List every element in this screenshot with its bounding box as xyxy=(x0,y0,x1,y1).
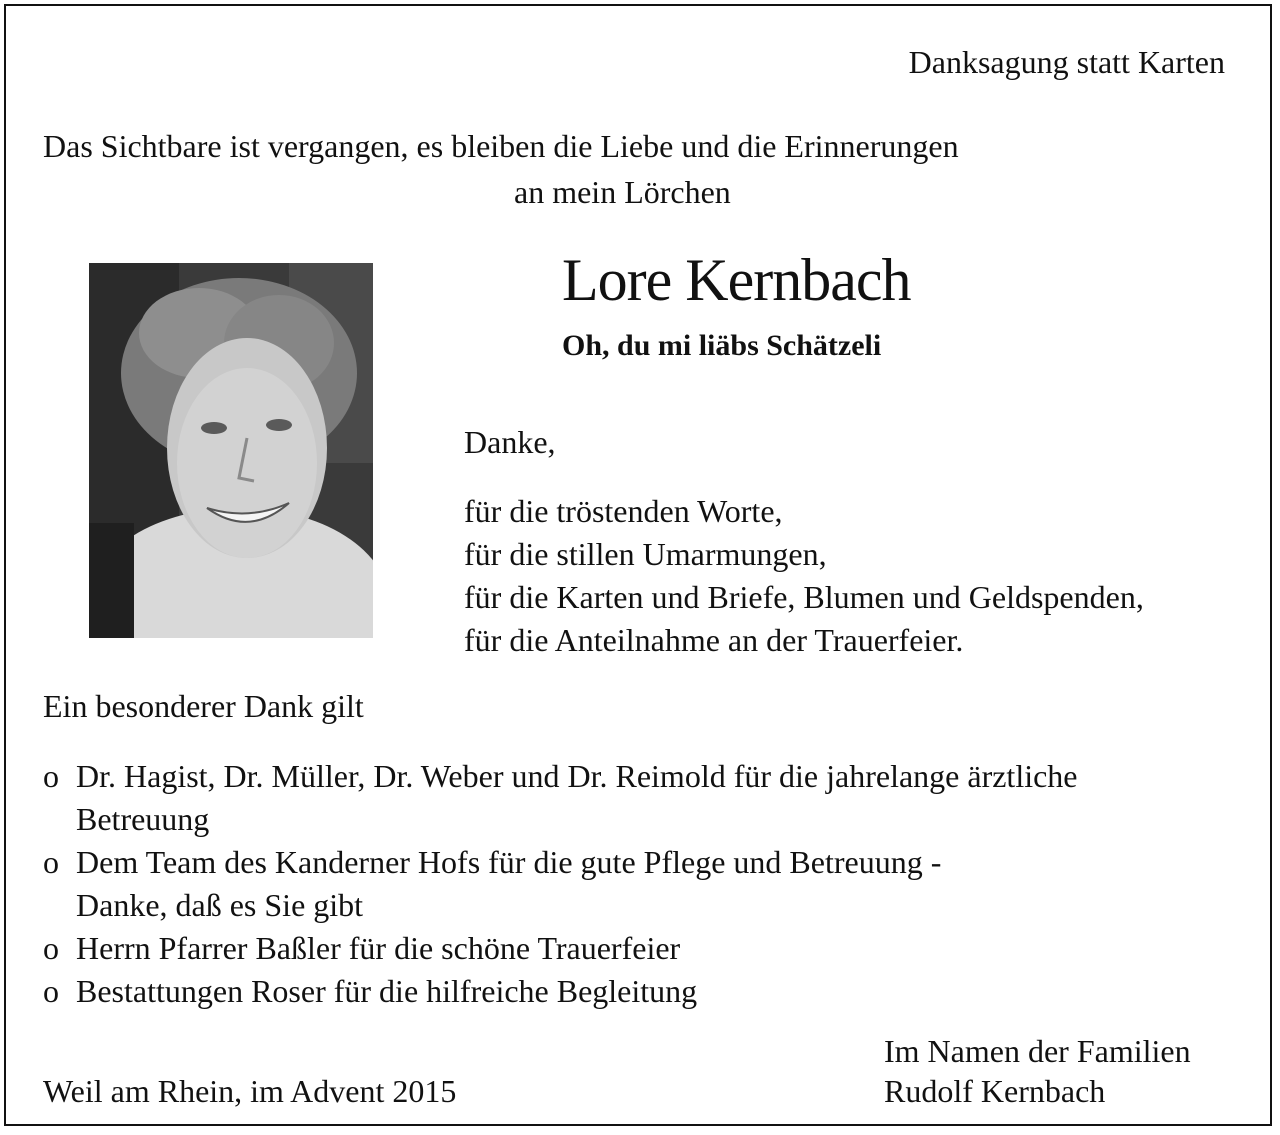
special-thanks-item xyxy=(43,970,1243,1013)
notice-heading: Danksagung statt Karten xyxy=(908,44,1225,80)
special-thanks-item xyxy=(43,755,1243,841)
item-line: Danke, daß es Sie gibt xyxy=(76,887,364,923)
thanks-line: für die Karten und Briefe, Blumen und Geldspenden, xyxy=(464,579,1144,615)
thanks-line: für die Anteilnahme an der Trauerfeier. xyxy=(464,622,964,658)
special-thanks-intro: Ein besonderer Dank gilt xyxy=(43,688,364,724)
intro-line-1: Das Sichtbare ist vergangen, es bleiben die Liebe und die Erinnerungen xyxy=(43,128,959,164)
deceased-subtitle: Oh, du mi liäbs Schätzeli xyxy=(562,329,882,362)
item-line: Herrn Pfarrer Baßler für die schöne Trauerfeier xyxy=(76,930,681,966)
special-thanks-list xyxy=(43,755,1243,1013)
deceased-name: Lore Kernbach xyxy=(562,247,911,313)
intro-line-2: an mein Lörchen xyxy=(514,174,731,210)
thanks-line: für die tröstenden Worte, xyxy=(464,493,783,529)
thanks-line: für die stillen Umarmungen, xyxy=(464,536,827,572)
item-line: Bestattungen Roser für die hilfreiche Begleitung xyxy=(76,973,698,1009)
item-line: Dr. Hagist, Dr. Müller, Dr. Weber und Dr. Reimold für die jahrelange ärztliche xyxy=(76,758,1078,794)
bullet-mark: o xyxy=(43,758,59,794)
signature-line-2: Rudolf Kernbach xyxy=(884,1073,1106,1109)
place-date: Weil am Rhein, im Advent 2015 xyxy=(43,1073,457,1109)
item-line: Dem Team des Kanderner Hofs für die gute Pflege und Betreuung - xyxy=(76,844,942,880)
bullet-mark: o xyxy=(43,844,59,880)
bullet-mark: o xyxy=(43,973,59,1009)
item-line: Betreuung xyxy=(76,801,210,837)
thanks-list xyxy=(464,490,1144,662)
thanks-opening: Danke, xyxy=(464,424,556,460)
special-thanks-item xyxy=(43,841,1243,927)
signature-line-1: Im Namen der Familien xyxy=(884,1033,1191,1069)
special-thanks-item xyxy=(43,927,1243,970)
portrait-photo xyxy=(89,263,373,638)
bullet-mark: o xyxy=(43,930,59,966)
